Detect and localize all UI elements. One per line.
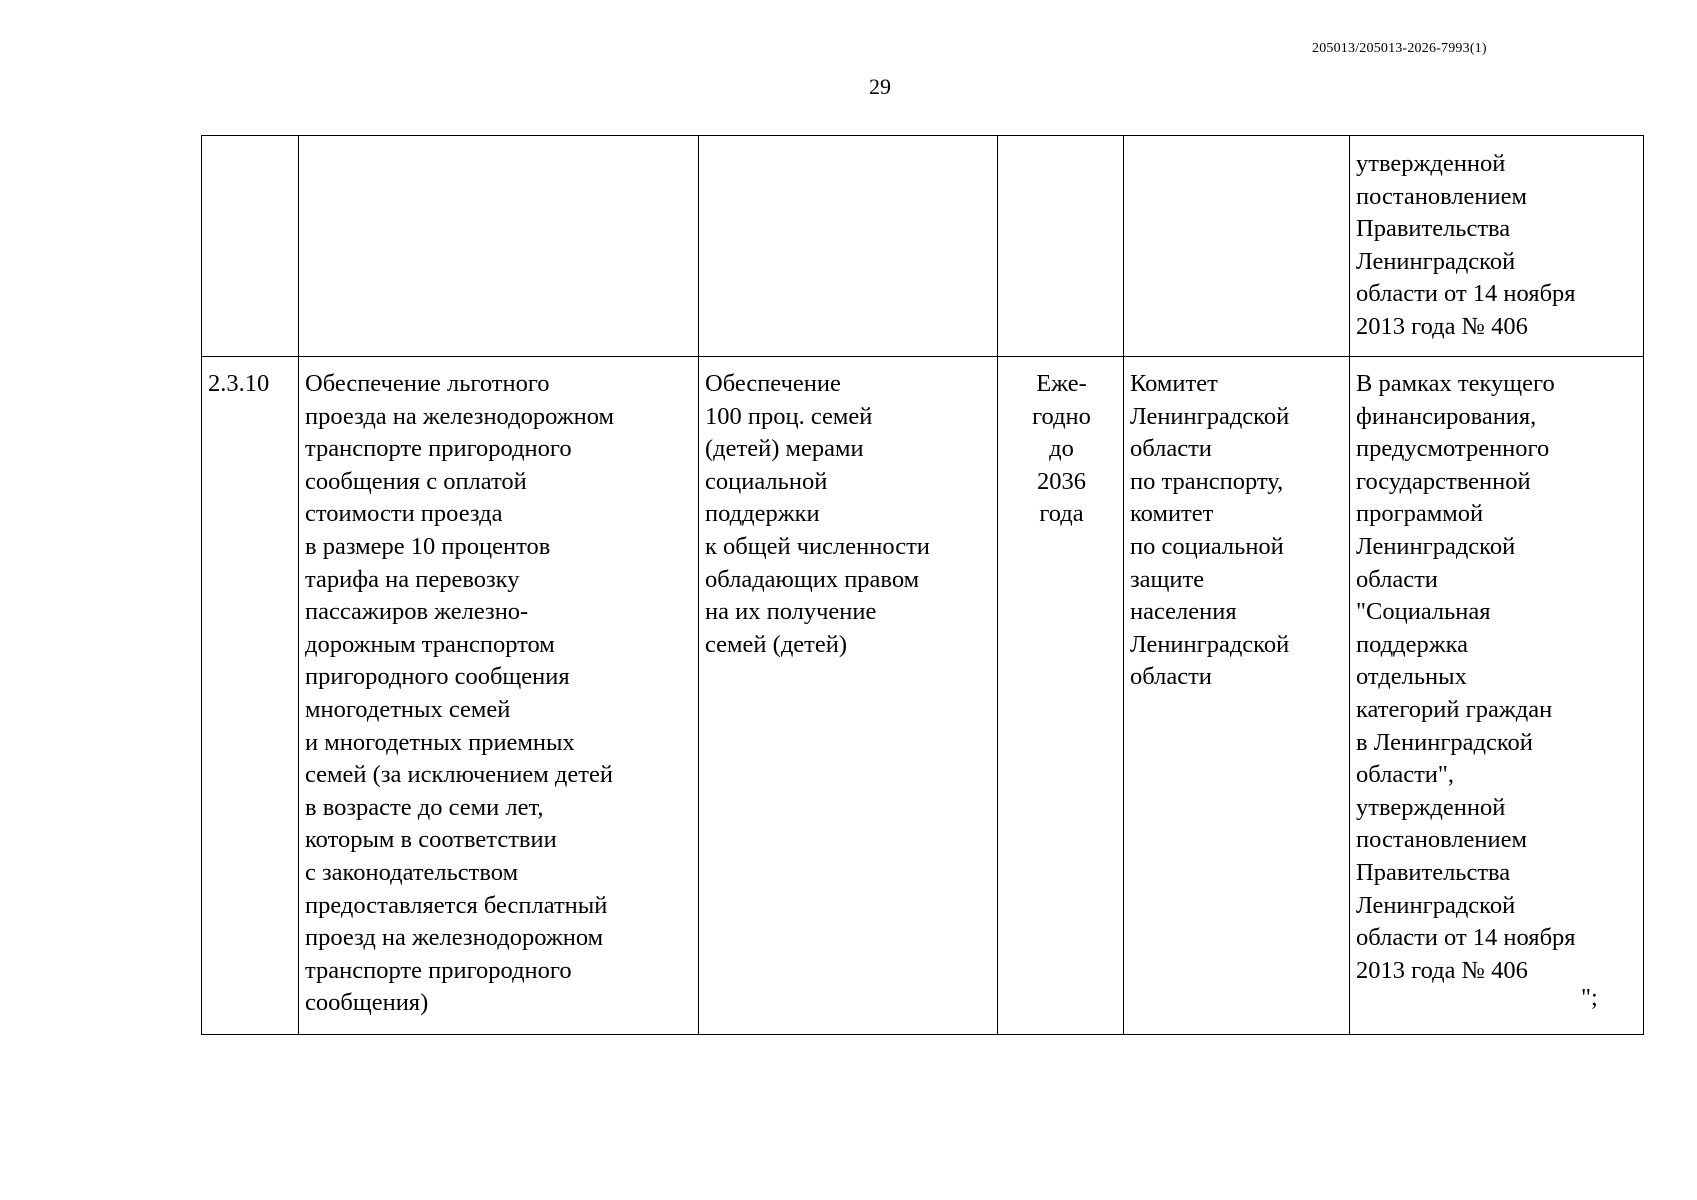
cell-number xyxy=(202,136,299,357)
cell-number: 2.3.10 xyxy=(202,357,299,1035)
cell-financing: утвержденной постановлением Правительства Ленинградской области от 14 ноября 2013 года № 406 xyxy=(1350,136,1644,357)
cell-indicator xyxy=(699,136,998,357)
measures-table xyxy=(201,135,1644,1035)
cell-term: Еже- годно до 2036 года xyxy=(998,357,1124,1035)
cell-description xyxy=(299,136,699,357)
cell-responsible xyxy=(1124,136,1350,357)
table-row-continuation xyxy=(202,136,1644,357)
closing-quote-mark: "; xyxy=(1581,984,1598,1011)
cell-responsible: Комитет Ленинградской области по транспорту, комитет по социальной защите населения Ленинградской области xyxy=(1124,357,1350,1035)
table-row-2-3-10 xyxy=(202,357,1644,1035)
cell-financing: В рамках текущего финансирования, предусмотренного государственной программой Ленинградской области "Социальная поддержка отдельных категорий граждан в Ленинградской области", утвержденной постановлением Правительства Ленинградской области от 14 ноября 2013 года № 406 xyxy=(1350,357,1644,1035)
cell-indicator: Обеспечение 100 проц. семей (детей) мерами социальной поддержки к общей численности обладающих правом на их получение семей (детей) xyxy=(699,357,998,1035)
cell-description: Обеспечение льготного проезда на железнодорожном транспорте пригородного сообщения с оплатой стоимости проезда в размере 10 процентов тарифа на перевозку пассажиров железно- дорожным транспортом пригородного сообщения многодетных семей и многодетных приемных семей (за исключением детей в возрасте до семи лет, которым в соответствии с законодательством предоставляется бесплатный проезд на железнодорожном транспорте пригородного сообщения) xyxy=(299,357,699,1035)
page-number: 29 xyxy=(869,74,891,99)
cell-term xyxy=(998,136,1124,357)
document-id: 205013/205013-2026-7993(1) xyxy=(1312,41,1487,56)
